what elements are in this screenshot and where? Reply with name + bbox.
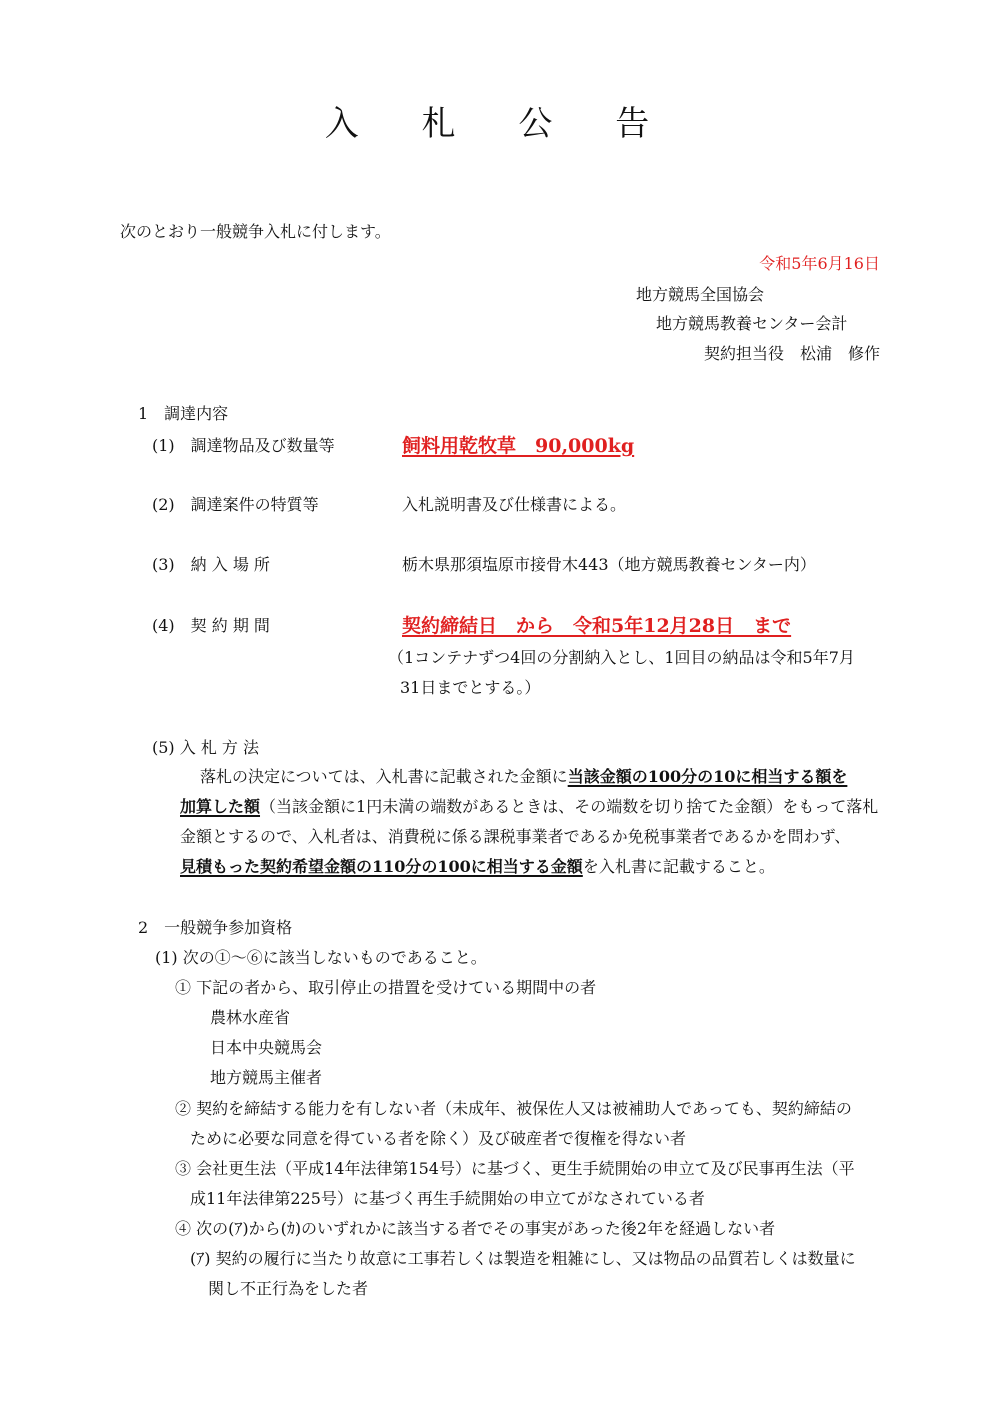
bid-method-emphasis-b: 加算した額 (180, 797, 261, 816)
condition-1-entity-b: 日本中央競馬会 (210, 1038, 323, 1057)
item-5-label: (5) 入 札 方 法 (152, 738, 260, 757)
condition-3-line-1: ③ 会社更生法（平成14年法律第154号）に基づく、更生手続開始の申立て及び民事再生法（平 (175, 1159, 855, 1178)
contract-officer: 契約担当役 松浦 修作 (703, 344, 880, 363)
item-4-note-line-1: （1コンテナずつ4回の分割納入とし、1回目の納品は令和5年7月 (388, 648, 855, 667)
page-title: 入 札 公 告 (324, 104, 676, 144)
condition-2-line-1: ② 契約を締結する能力を有しない者（未成年、被保佐人又は被補助人であっても、契約締結の (175, 1099, 852, 1118)
bid-method-line-3: 金額とするので、入札者は、消費税に係る課税事業者であるか免税事業者であるかを問わず、 (180, 827, 851, 846)
item-4-note-line-2: 31日までとする。） (400, 678, 541, 697)
item-4-label: (4) 契 約 期 間 (152, 616, 270, 635)
item-2-label: (2) 調達案件の特質等 (152, 495, 319, 514)
item-1-value: 飼料用乾牧草 90,000kg (402, 435, 635, 457)
bid-method-emphasis-a: 当該金額の100分の10に相当する額を (567, 767, 848, 786)
bid-method-line-1 (200, 767, 847, 787)
bid-method-emphasis-c: 見積もった契約希望金額の110分の100に相当する金額 (180, 857, 583, 876)
condition-1-entity-a: 農林水産省 (210, 1008, 291, 1027)
section-2-sub-1: (1) 次の①～⑥に該当しないものであること。 (155, 948, 487, 967)
notice-date: 令和5年6月16日 (759, 254, 880, 273)
bid-method-text-g: を入札書に記載すること。 (582, 857, 775, 876)
item-2-value: 入札説明書及び仕様書による。 (402, 495, 627, 514)
bid-method-line-4 (180, 857, 775, 877)
section-1-heading: 1 調達内容 (138, 404, 229, 423)
item-3-value: 栃木県那須塩原市接骨木443（地方競馬教養センター内） (402, 555, 816, 574)
bid-method-text-d: （当該金額に1円未満の端数があるときは、その端数を切り捨てた金額）をもって落札 (260, 797, 879, 816)
condition-1-entity-c: 地方競馬主催者 (210, 1068, 323, 1087)
intro-text: 次のとおり一般競争入札に付します。 (120, 222, 391, 241)
section-2-heading: 2 一般競争参加資格 (138, 918, 293, 937)
org-division: 地方競馬教養センター会計 (656, 314, 848, 333)
bid-method-line-2 (180, 797, 878, 817)
item-1-label: (1) 調達物品及び数量等 (152, 436, 335, 455)
bid-method-text-a: 落札の決定については、入札書に記載された金額に (200, 767, 568, 786)
org-name: 地方競馬全国協会 (636, 285, 765, 304)
condition-4a-line-1: (ｱ) 契約の履行に当たり故意に工事若しくは製造を粗雑にし、又は物品の品質若しくは数量に (190, 1249, 856, 1268)
condition-4a-line-2: 関し不正行為をした者 (208, 1279, 369, 1298)
condition-4: ④ 次の(ｱ)から(ｶ)のいずれかに該当する者でその事実があった後2年を経過しない者 (175, 1219, 776, 1238)
condition-3-line-2: 成11年法律第225号）に基づく再生手続開始の申立てがなされている者 (190, 1189, 705, 1208)
condition-2-line-2: ために必要な同意を得ている者を除く）及び破産者で復権を得ない者 (190, 1129, 687, 1148)
condition-1: ① 下記の者から、取引停止の措置を受けている期間中の者 (175, 978, 597, 997)
item-3-label: (3) 納 入 場 所 (152, 555, 270, 574)
item-4-value: 契約締結日 から 令和5年12月28日 まで (402, 615, 792, 637)
